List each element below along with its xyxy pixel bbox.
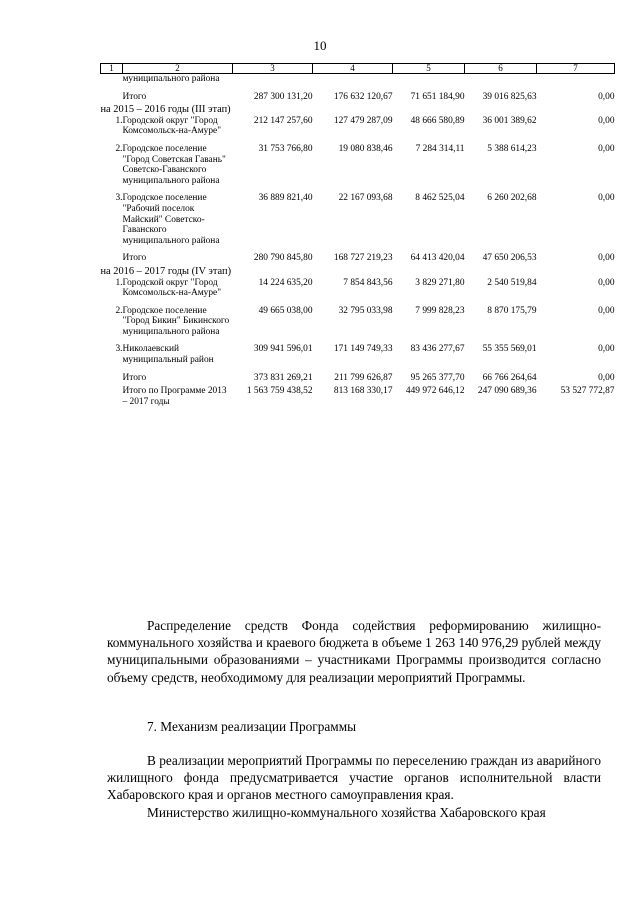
regional-budget-cell: 48 666 580,89	[410, 115, 465, 126]
stage-label: на 2016 – 2017 годы (IV этап)	[100, 265, 232, 277]
fund-amount-cell: 19 080 838,46	[338, 143, 393, 154]
municipality-name: Городское поселение "Город Советская Гавань" Советско-Гаванского муниципального района	[122, 143, 226, 186]
total-amount-cell: 14 224 635,20	[258, 277, 313, 288]
local-budget-cell: 5 388 614,23	[487, 143, 537, 154]
total-row	[101, 386, 615, 410]
table-row	[101, 344, 615, 372]
table-header-row	[101, 64, 615, 74]
total-amount-cell: 373 831 269,21	[253, 372, 313, 383]
table-row	[101, 278, 615, 306]
municipality-name: Городское поселение "Город Бикин" Бикинского муниципального района	[122, 305, 230, 337]
row-index	[101, 253, 123, 267]
municipality-name: Итого	[122, 372, 147, 383]
regional-budget-cell: 449 972 646,12	[405, 386, 465, 397]
local-budget-cell: 6 260 202,68	[487, 193, 537, 204]
fund-amount-cell: 168 727 219,23	[333, 253, 393, 264]
total-row	[101, 253, 615, 267]
total-amount-cell: 1 563 759 438,52	[246, 386, 313, 397]
local-budget-cell: 2 540 519,84	[487, 277, 537, 288]
fund-amount-cell: 176 632 120,67	[333, 91, 393, 102]
other-sources-cell: 0,00	[598, 193, 615, 204]
distribution-paragraph-block	[107, 617, 601, 686]
row-index	[101, 386, 123, 410]
mechanism-paragraph: В реализации мероприятий Программы по переселению граждан из аварийного жилищного фонда предусматривается участие органов исполнительной власти Хабаровского края и органов местного самоуправления края.	[107, 753, 601, 803]
municipality-name: Итого	[122, 253, 147, 264]
table-row	[101, 306, 615, 345]
regional-budget-cell: 83 436 277,67	[410, 344, 465, 355]
fund-amount-cell: 211 799 626,87	[334, 372, 393, 383]
regional-budget-cell: 64 413 420,04	[410, 253, 465, 264]
other-sources-cell: 0,00	[598, 372, 615, 383]
municipality-name: Городской округ "Город Комсомольск-на-Амуре"	[122, 115, 222, 137]
column-header: 1	[101, 64, 123, 74]
other-sources-cell: 0,00	[598, 253, 615, 264]
total-amount-cell: 212 147 257,60	[253, 115, 313, 126]
row-index: 2.	[115, 305, 123, 316]
regional-budget-cell: 7 284 314,11	[415, 143, 465, 154]
page-number: 10	[313, 38, 327, 53]
municipality-name: Итого	[122, 91, 147, 102]
funding-table	[100, 63, 615, 410]
row-index: 1.	[115, 115, 123, 126]
stage-row	[101, 105, 615, 116]
row-index	[101, 92, 123, 106]
regional-budget-cell: 71 651 184,90	[410, 91, 465, 102]
total-amount-cell	[233, 74, 313, 92]
stage-row	[101, 267, 615, 278]
municipality-name: Итого по Программе 2013 – 2017 годы	[122, 386, 227, 407]
local-budget-cell	[465, 74, 537, 92]
regional-budget-cell: 8 462 525,04	[415, 193, 465, 204]
row-index: 3.	[115, 344, 123, 355]
table-row	[101, 193, 615, 253]
other-sources-cell: 0,00	[598, 143, 615, 154]
fund-amount-cell: 127 479 287,09	[333, 115, 393, 126]
other-sources-cell: 0,00	[598, 305, 615, 316]
total-amount-cell: 31 753 766,80	[258, 143, 313, 154]
local-budget-cell: 8 870 175,79	[487, 305, 537, 316]
other-sources-cell: 53 527 772,87	[560, 386, 615, 397]
row-index: 1.	[115, 277, 123, 288]
row-index: 2.	[115, 143, 123, 154]
row-index: 3.	[115, 193, 123, 204]
table-body	[101, 74, 615, 411]
local-budget-cell: 36 001 389,62	[482, 115, 537, 126]
total-amount-cell: 309 941 596,01	[253, 344, 313, 355]
column-header: 6	[465, 64, 537, 74]
municipality-name: Николаевский муниципальный район	[122, 344, 214, 366]
total-row	[101, 373, 615, 387]
municipality-name: Городской округ "Город Комсомольск-на-Амуре"	[122, 277, 222, 299]
total-row	[101, 92, 615, 106]
table-row	[101, 116, 615, 144]
total-amount-cell: 36 889 821,40	[258, 193, 313, 204]
section-heading: 7. Механизм реализации Программы	[147, 719, 357, 734]
fund-amount-cell: 22 167 093,68	[338, 193, 393, 204]
fund-amount-cell: 7 854 843,56	[343, 277, 393, 288]
other-sources-cell	[537, 74, 615, 92]
stage-label: на 2015 – 2016 годы (III этап)	[100, 104, 231, 116]
local-budget-cell: 247 090 689,36	[477, 386, 537, 397]
local-budget-cell: 55 355 569,01	[482, 344, 537, 355]
regional-budget-cell: 95 265 377,70	[410, 372, 465, 383]
funding-table-container	[100, 63, 614, 410]
column-header: 2	[123, 64, 233, 74]
total-amount-cell: 287 300 131,20	[253, 91, 313, 102]
column-header: 5	[393, 64, 465, 74]
mechanism-text-block	[107, 752, 601, 821]
row-index	[101, 74, 123, 92]
fund-amount-cell	[313, 74, 393, 92]
other-sources-cell: 0,00	[598, 115, 615, 126]
total-amount-cell: 49 665 038,00	[258, 305, 313, 316]
row-index	[101, 373, 123, 387]
municipality-name: Городское поселение "Рабочий поселок Майский" Советско-Гаванского муниципального района	[122, 193, 220, 246]
regional-budget-cell: 7 999 828,23	[415, 305, 465, 316]
total-amount-cell: 280 790 845,80	[253, 253, 313, 264]
distribution-paragraph: Распределение средств Фонда содействия реформированию жилищно-коммунального хозяйства и краевого бюджета в объеме 1 263 140 976,29 рублей между муниципальными образованиями – участниками Программы производится согласно объему средств, необходимому для реализации мероприятий Программы.	[107, 618, 601, 685]
regional-budget-cell: 3 829 271,80	[415, 277, 465, 288]
municipality-name: муниципального района	[122, 74, 220, 84]
fund-amount-cell: 171 149 749,33	[333, 344, 393, 355]
column-header: 3	[233, 64, 313, 74]
other-sources-cell: 0,00	[598, 91, 615, 102]
ministry-paragraph: Министерство жилищно-коммунального хозяйства Хабаровского края	[147, 804, 546, 820]
other-sources-cell: 0,00	[598, 277, 615, 288]
table-row	[101, 144, 615, 193]
table-row	[101, 74, 615, 92]
column-header: 7	[537, 64, 615, 74]
local-budget-cell: 47 650 206,53	[482, 253, 537, 264]
fund-amount-cell: 813 168 330,17	[333, 386, 393, 397]
fund-amount-cell: 32 795 033,98	[338, 305, 393, 316]
local-budget-cell: 39 016 825,63	[482, 91, 537, 102]
local-budget-cell: 66 766 264,64	[482, 372, 537, 383]
column-header: 4	[313, 64, 393, 74]
regional-budget-cell	[393, 74, 465, 92]
other-sources-cell: 0,00	[598, 344, 615, 355]
